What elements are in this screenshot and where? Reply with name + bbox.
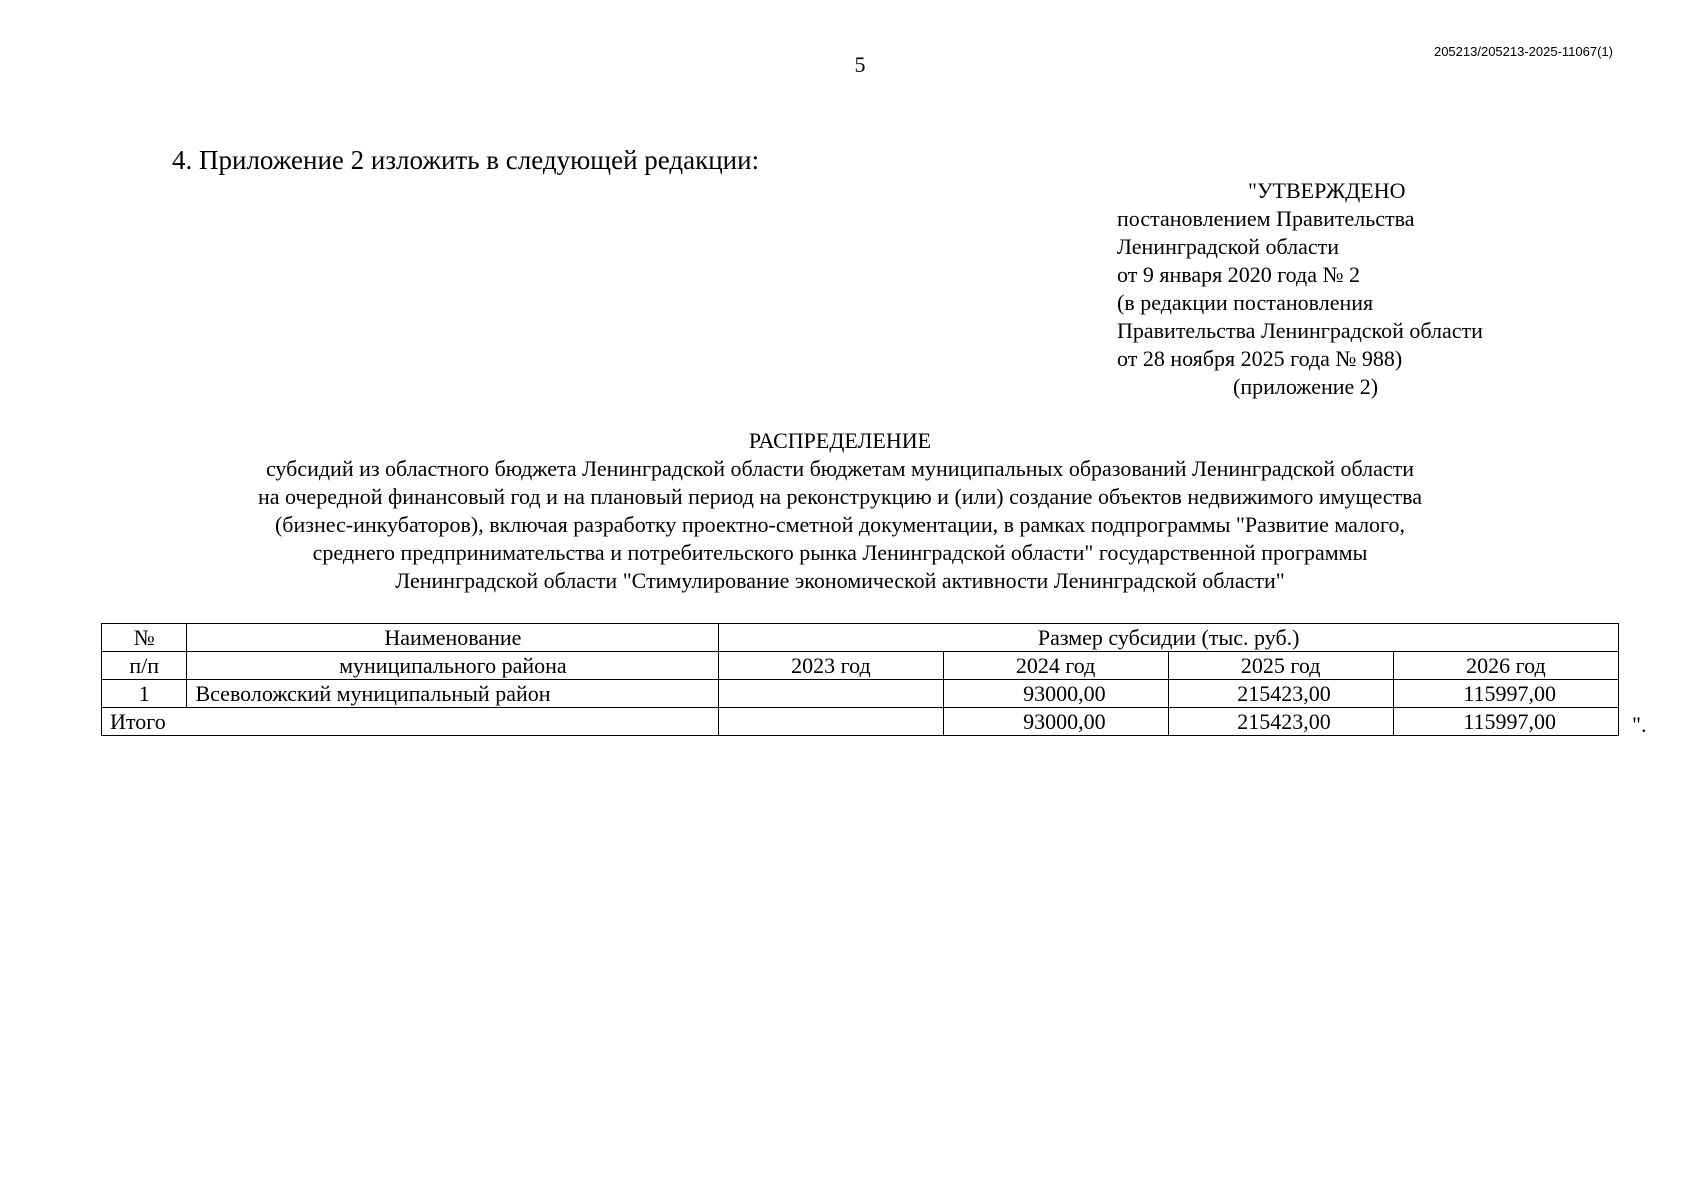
header-subsidy-size: Размер субсидии (тыс. руб.) xyxy=(719,624,1619,652)
approval-annex: (приложение 2) xyxy=(1233,374,1379,399)
total-label: Итого xyxy=(102,708,719,736)
header-year: 2023 год xyxy=(719,652,943,680)
row-num: 1 xyxy=(102,680,187,708)
approval-title: "УТВЕРЖДЕНО xyxy=(1248,178,1406,203)
table-header-row xyxy=(102,624,1619,652)
total-value xyxy=(719,708,943,736)
approval-block xyxy=(1117,177,1537,401)
item-heading: 4. Приложение 2 изложить в следующей редакции: xyxy=(172,145,760,175)
row-value xyxy=(719,680,943,708)
subsidy-table xyxy=(101,623,1619,736)
header-num-sub: п/п xyxy=(102,652,187,680)
row-value: 93000,00 xyxy=(943,680,1168,708)
closing-quote-mark: ". xyxy=(1632,712,1647,737)
approval-line: Ленинградской области xyxy=(1117,234,1339,259)
header-year: 2024 год xyxy=(943,652,1168,680)
title-line: Ленинградской области "Стимулирование экономической активности Ленинградской области" xyxy=(395,568,1285,593)
approval-line: от 28 ноября 2025 года № 988) xyxy=(1117,346,1403,371)
approval-line: постановлением Правительства xyxy=(1117,206,1415,231)
title-line: на очередной финансовый год и на плановый период на реконструкцию и (или) создание объектов недвижимого имущества xyxy=(257,484,1423,509)
header-name-sub: муниципального района xyxy=(187,652,719,680)
row-district-name: Всеволожский муниципальный район xyxy=(187,680,719,708)
total-value: 115997,00 xyxy=(1393,708,1618,736)
header-year: 2026 год xyxy=(1393,652,1618,680)
document-id: 205213/205213-2025-11067(1) xyxy=(1433,44,1613,59)
total-value: 215423,00 xyxy=(1168,708,1393,736)
total-value: 93000,00 xyxy=(943,708,1168,736)
approval-line: (в редакции постановления xyxy=(1117,290,1374,315)
table-total-row xyxy=(102,708,1619,736)
approval-line: от 9 января 2020 года № 2 xyxy=(1117,262,1360,287)
table-row xyxy=(102,680,1619,708)
header-year: 2025 год xyxy=(1168,652,1393,680)
document-title: РАСПРЕДЕЛЕНИЕ xyxy=(748,428,932,453)
header-num: № xyxy=(102,624,187,652)
title-line: среднего предпринимательства и потребительского рынка Ленинградской области" государственной программы xyxy=(312,540,1368,565)
document-title-block xyxy=(100,427,1580,595)
header-name: Наименование xyxy=(187,624,719,652)
row-value: 115997,00 xyxy=(1393,680,1618,708)
row-value: 215423,00 xyxy=(1168,680,1393,708)
approval-line: Правительства Ленинградской области xyxy=(1117,318,1483,343)
table-header-row xyxy=(102,652,1619,680)
title-line: субсидий из областного бюджета Ленинградской области бюджетам муниципальных образований Ленинградской области xyxy=(265,456,1415,481)
page-number: 5 xyxy=(854,52,866,77)
title-line: (бизнес-инкубаторов), включая разработку проектно-сметной документации, в рамках подпрограммы "Развитие малого, xyxy=(274,512,1406,537)
